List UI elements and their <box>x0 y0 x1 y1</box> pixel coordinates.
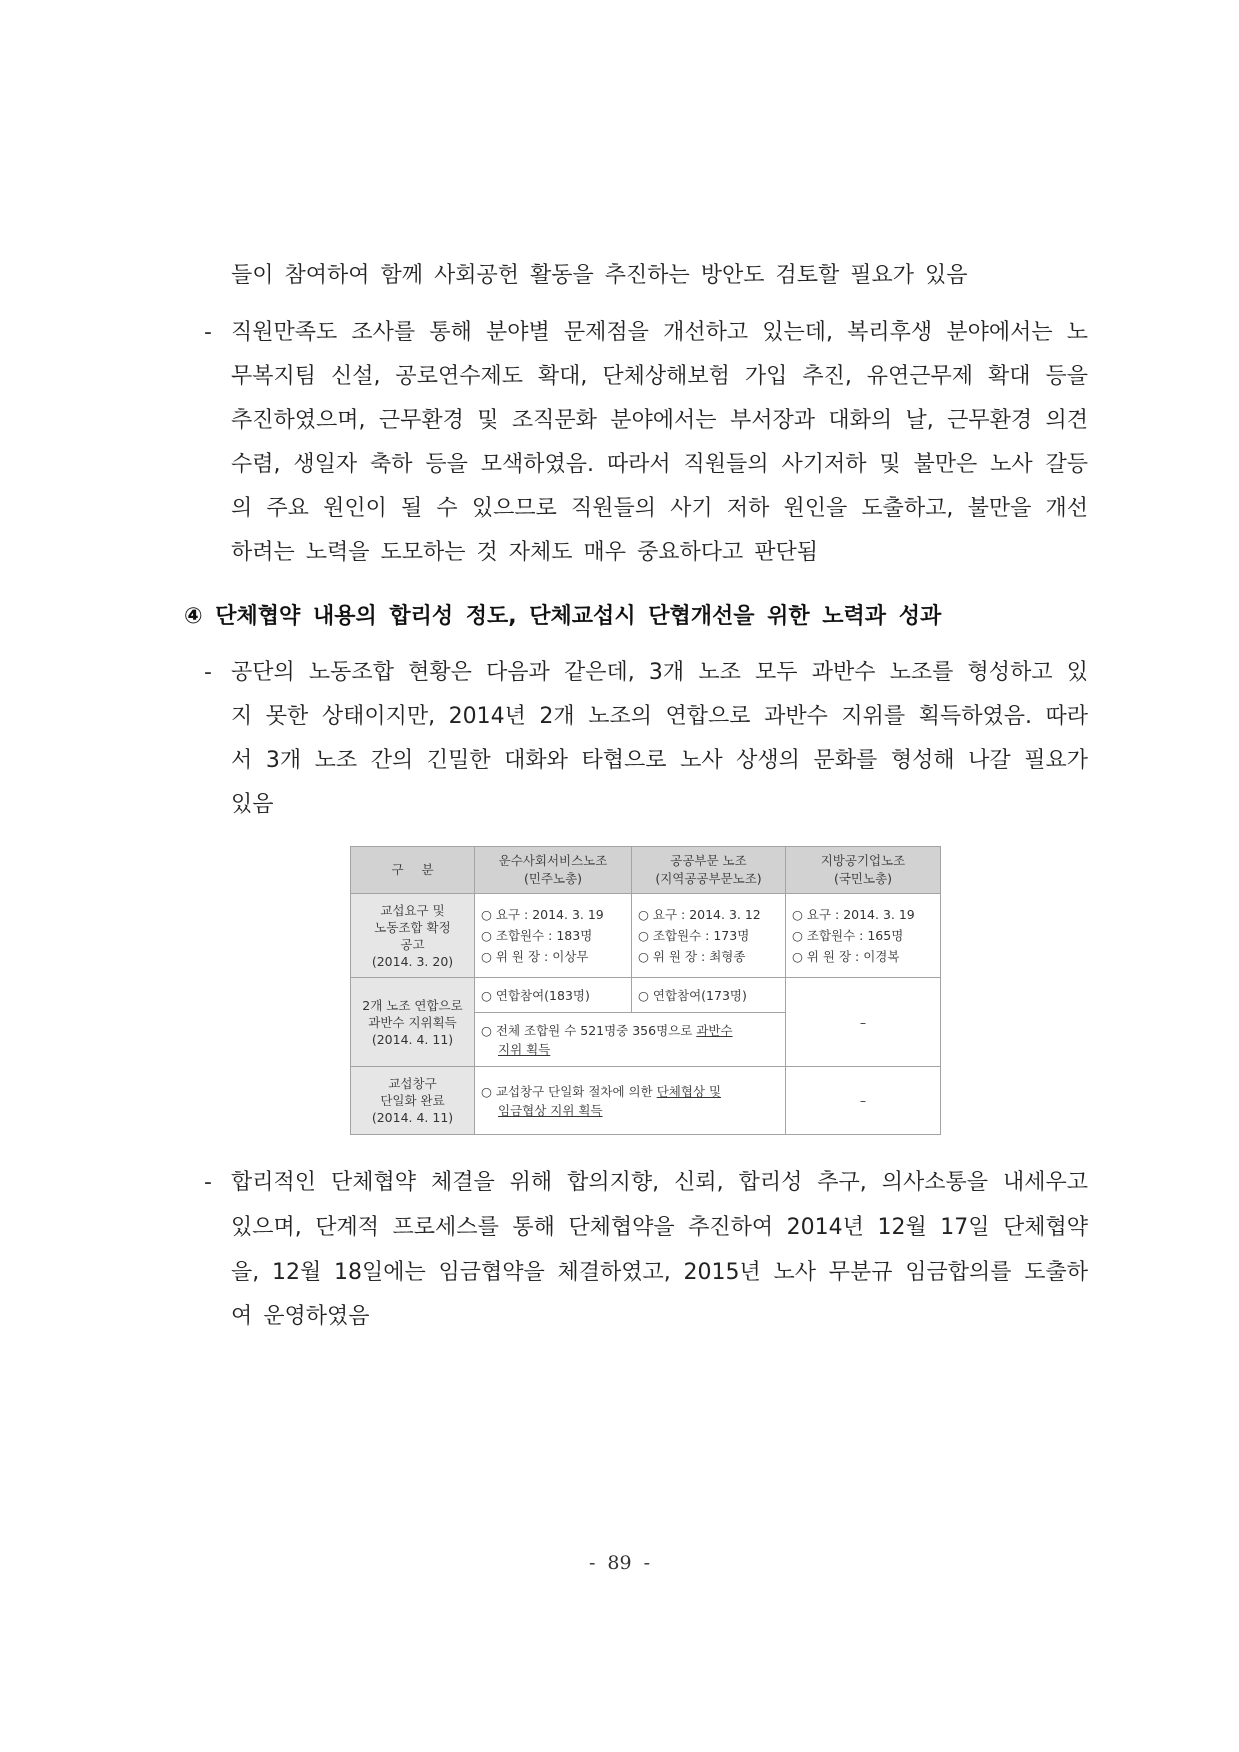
cell-union-a <box>475 978 632 1013</box>
header-line: 운수사회서비스노조 <box>498 853 608 868</box>
underlined-text: 임금협상 지위 획득 <box>498 1102 603 1118</box>
cell-line <box>481 1021 779 1040</box>
cell-union-c <box>786 894 941 978</box>
paragraph-line: 서 3개 노조 간의 긴밀한 대화와 타협으로 노사 상생의 문화를 형성해 나갈 필요가 <box>231 748 1088 773</box>
table-header-row <box>351 847 941 894</box>
section-heading: ④ 단체협약 내용의 합리성 정도, 단체교섭시 단협개선을 위한 노력과 성과 <box>184 604 942 629</box>
row-label <box>351 978 475 1067</box>
cell-line: ○ 요구 : 2014. 3. 12 <box>638 907 761 922</box>
header-union-a <box>475 847 632 894</box>
paragraph-line: 여 운영하였음 <box>231 1304 370 1329</box>
cell-line <box>481 1082 779 1101</box>
paragraph-line: 공단의 노동조합 현황은 다음과 같은데, 3개 노조 모두 과반수 노조를 형성하고 있 <box>231 660 1088 685</box>
union-status-table <box>350 846 941 1135</box>
underlined-text: 지위 획득 <box>498 1041 551 1057</box>
header-category <box>351 847 475 894</box>
paragraph-line: 수렴, 생일자 축하 등을 모색하였음. 따라서 직원들의 사기저하 및 불만은 노사 갈등 <box>231 452 1088 477</box>
cell-line: ○ 요구 : 2014. 3. 19 <box>792 907 915 922</box>
label-line: (2014. 4. 11) <box>371 1110 454 1125</box>
row-label <box>351 894 475 978</box>
header-category-label: 구 분 <box>391 862 434 877</box>
cell-line: ○ 위 원 장 : 최형종 <box>638 949 746 964</box>
cell-line: ○ 연합참여(183명) <box>481 987 590 1003</box>
header-line: (국민노총) <box>833 871 893 886</box>
cell-combined <box>475 1013 786 1067</box>
bullet-marker: - <box>204 1170 212 1195</box>
cell-union-c <box>786 978 941 1067</box>
page-number: - 89 - <box>588 1552 651 1574</box>
label-line: 2개 노조 연합으로 <box>362 997 463 1013</box>
paragraph-line: 무복지팀 신설, 공로연수제도 확대, 단체상해보험 가입 추진, 유연근무제 확대 등을 <box>231 364 1088 389</box>
empty-dash: – <box>859 1014 867 1030</box>
cell-line: ○ 위 원 장 : 이경복 <box>792 949 900 964</box>
bullet-marker: - <box>204 660 212 685</box>
cell-line: ○ 요구 : 2014. 3. 19 <box>481 907 604 922</box>
cell-union-c <box>786 1067 941 1135</box>
paragraph-line: 지 못한 상태이지만, 2014년 2개 노조의 연합으로 과반수 지위를 획득하였음. 따라 <box>231 704 1088 729</box>
label-line: 과반수 지위획득 <box>368 1014 457 1030</box>
table-row-majority-status <box>351 978 941 1013</box>
underlined-text: 과반수 <box>696 1022 733 1038</box>
label-line: 공고 <box>400 936 425 952</box>
bullet-marker: - <box>204 320 212 345</box>
paragraph-line: 있음 <box>231 792 274 817</box>
table-row-bargaining-request <box>351 894 941 978</box>
header-line: (지역공공부문노조) <box>655 871 762 886</box>
cell-combined <box>475 1067 786 1135</box>
label-line: 교섭요구 및 <box>380 902 445 918</box>
header-line: 지방공기업노조 <box>820 853 906 868</box>
cell-line: ○ 연합참여(173명) <box>638 987 747 1003</box>
underlined-text: 단체협상 및 <box>656 1083 722 1099</box>
header-line: 공공부문 노조 <box>670 853 747 868</box>
paragraph-line: 직원만족도 조사를 통해 분야별 문제점을 개선하고 있는데, 복리후생 분야에서는 노 <box>231 320 1088 345</box>
header-line: (민주노총) <box>523 871 583 886</box>
empty-dash: – <box>859 1093 867 1108</box>
cell-line: ○ 위 원 장 : 이상무 <box>481 949 589 964</box>
label-line: 노동조합 확정 <box>374 919 451 935</box>
label-line: 교섭창구 <box>388 1076 437 1091</box>
row-label <box>351 1067 475 1135</box>
continuation-line: 들이 참여하여 함께 사회공헌 활동을 추진하는 방안도 검토할 필요가 있음 <box>231 263 968 288</box>
table-row-single-channel <box>351 1067 941 1135</box>
cell-line: ○ 조합원수 : 183명 <box>481 928 593 943</box>
cell-union-a <box>475 894 632 978</box>
label-line: (2014. 4. 11) <box>371 1031 454 1047</box>
header-union-b <box>632 847 786 894</box>
paragraph-line: 을, 12월 18일에는 임금협약을 체결하였고, 2015년 노사 무분규 임금합의를 도출하 <box>231 1260 1088 1285</box>
cell-union-b <box>632 978 786 1013</box>
cell-line <box>481 1101 779 1120</box>
paragraph-line: 하려는 노력을 도모하는 것 자체도 매우 중요하다고 판단됨 <box>231 540 819 565</box>
label-line: (2014. 3. 20) <box>371 953 454 969</box>
label-line: 단일화 완료 <box>380 1093 445 1108</box>
cell-union-b <box>632 894 786 978</box>
cell-line: ○ 조합원수 : 173명 <box>638 928 750 943</box>
paragraph-line: 추진하였으며, 근무환경 및 조직문화 분야에서는 부서장과 대화의 날, 근무환경 의견 <box>231 408 1088 433</box>
cell-line: ○ 조합원수 : 165명 <box>792 928 904 943</box>
paragraph-line: 합리적인 단체협약 체결을 위해 합의지향, 신뢰, 합리성 추구, 의사소통을 내세우고 <box>231 1170 1088 1195</box>
paragraph-line: 있으며, 단계적 프로세스를 통해 단체협약을 추진하여 2014년 12월 17일 단체협약 <box>231 1215 1088 1240</box>
header-union-c <box>786 847 941 894</box>
cell-text: ○ 전체 조합원 수 521명중 356명으로 <box>481 1022 693 1038</box>
paragraph-line: 의 주요 원인이 될 수 있으므로 직원들의 사기 저하 원인을 도출하고, 불만을 개선 <box>231 496 1088 521</box>
cell-line <box>481 1040 779 1059</box>
cell-text: ○ 교섭창구 단일화 절차에 의한 <box>481 1083 653 1099</box>
